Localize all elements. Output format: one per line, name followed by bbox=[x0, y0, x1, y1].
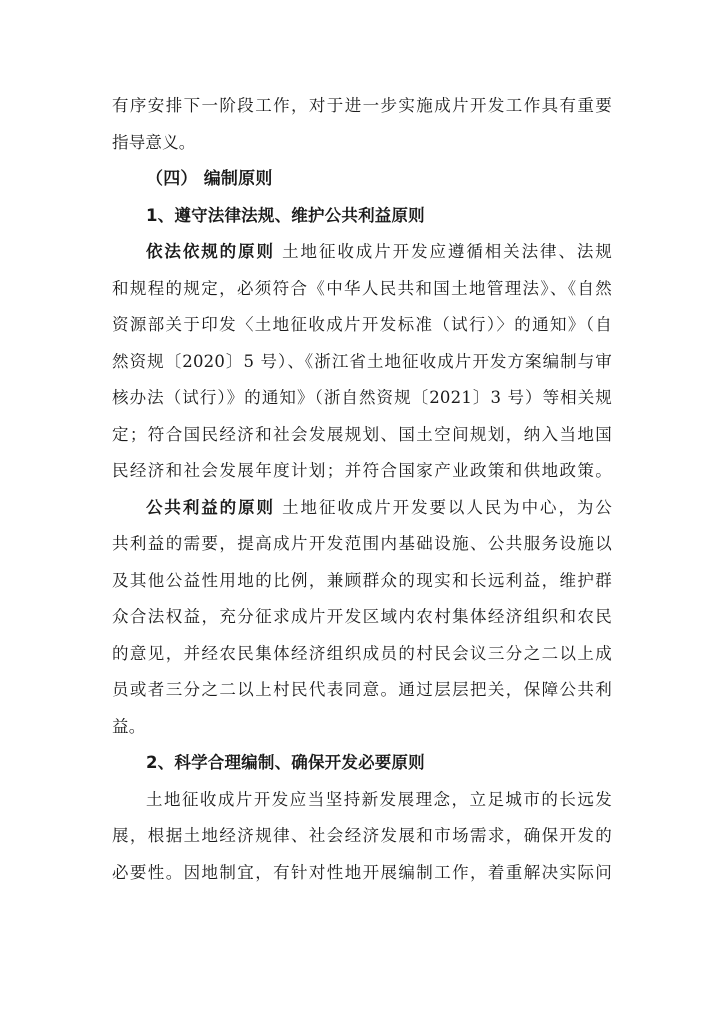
paragraph-line: 和规程的规定，必须符合《中华人民共和国土地管理法》、《自然 bbox=[112, 278, 612, 298]
paragraph-line: 民经济和社会发展年度计划；并符合国家产业政策和供地政策。 bbox=[112, 461, 612, 480]
paragraph-line: 益。 bbox=[112, 716, 146, 736]
paragraph-line: 指导意义。 bbox=[112, 132, 196, 152]
paragraph-line: 核办法（试行）》的通知》（浙自然资规〔2021〕3 号）等相关规 bbox=[112, 388, 612, 407]
paragraph-line bbox=[112, 490, 612, 527]
paragraph-line: 有序安排下一阶段工作，对于进一步实施成片开发工作具有重要 bbox=[112, 96, 612, 115]
document-page bbox=[112, 88, 612, 891]
principle-2-heading: 2、科学合理编制、确保开发必要原则 bbox=[146, 753, 425, 772]
paragraph-line: 的意见，并经农民集体经济组织成员的村民会议三分之二以上成 bbox=[112, 643, 612, 663]
paragraph-line: 定；符合国民经济和社会发展规划、国土空间规划，纳入当地国 bbox=[112, 424, 612, 444]
paragraph-line: 及其他公益性用地的比例，兼顾群众的现实和长远利益，维护群 bbox=[112, 570, 612, 590]
paragraph-line: 员或者三分之二以上村民代表同意。通过层层把关，保障公共利 bbox=[112, 680, 612, 699]
section-heading: （四） 编制原则 bbox=[146, 169, 273, 189]
paragraph-text: 土地征收成片开发要以人民为中心，为公 bbox=[274, 497, 612, 517]
paragraph-line: 必要性。因地制宜，有针对性地开展编制工作，着重解决实际问 bbox=[112, 862, 612, 882]
paragraph-text: 土地征收成片开发应遵循相关法律、法规 bbox=[274, 242, 612, 261]
paragraph-line: 然资规〔2020〕5 号）、《浙江省土地征收成片开发方案编制与审 bbox=[112, 351, 612, 371]
paragraph-line: 展，根据土地经济规律、社会经济发展和市场需求，确保开发的 bbox=[112, 826, 612, 845]
paragraph-line bbox=[112, 234, 612, 271]
paragraph-line: 共利益的需要，提高成片开发范围内基础设施、公共服务设施以 bbox=[112, 534, 612, 553]
principle-1-heading: 1、遵守法律法规、维护公共利益原则 bbox=[146, 205, 425, 225]
paragraph-line: 资源部关于印发〈土地征收成片开发标准（试行）〉的通知》（自 bbox=[112, 315, 612, 334]
lead-term: 依法依规的原则 bbox=[146, 242, 275, 261]
paragraph-line: 众合法权益，充分征求成片开发区域内农村集体经济组织和农民 bbox=[112, 607, 612, 626]
paragraph-line: 土地征收成片开发应当坚持新发展理念，立足城市的长远发 bbox=[146, 789, 612, 809]
lead-term: 公共利益的原则 bbox=[146, 497, 275, 517]
